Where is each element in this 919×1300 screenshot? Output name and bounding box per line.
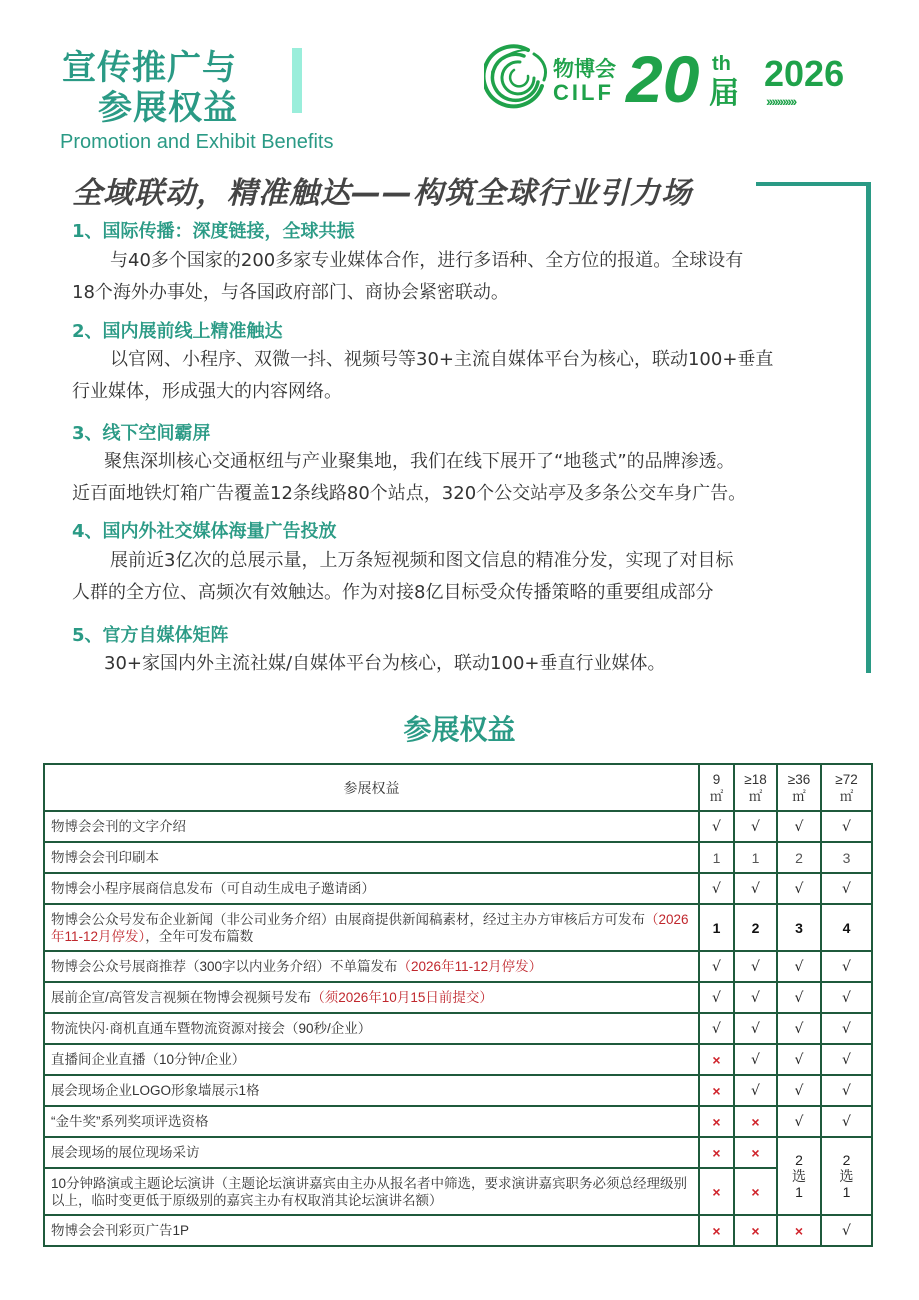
- benefit-label: 物博会会刊的文字介绍: [44, 811, 699, 842]
- benefit-label: 展会现场企业LOGO形象墙展示1格: [44, 1075, 699, 1106]
- benefit-value: ×: [734, 1106, 777, 1137]
- benefit-value: √: [777, 951, 821, 982]
- benefit-value: √: [777, 982, 821, 1013]
- benefit-value: √: [699, 982, 734, 1013]
- section-line: 与40多个国家的200多家专业媒体合作，进行多语种、全方位的报道。全球设有: [110, 250, 744, 271]
- benefit-label: “金牛奖”系列奖项评选资格: [44, 1106, 699, 1137]
- table-row: [44, 811, 872, 842]
- page-title-line2: 参展权益: [98, 88, 238, 128]
- section-body-3: [72, 446, 842, 510]
- benefit-label: 直播间企业直播（10分钟/企业）: [44, 1044, 699, 1075]
- size-unit: ㎡: [792, 788, 806, 804]
- logo-cn-text: 物博会: [553, 57, 616, 81]
- benefit-label: [44, 982, 699, 1013]
- choose-one-cell: [777, 1137, 821, 1215]
- table-row: [44, 1013, 872, 1044]
- section-line: 聚焦深圳核心交通枢纽与产业聚集地，我们在线下展开了“地毯式”的品牌渗透。: [104, 451, 735, 472]
- benefit-value: ×: [734, 1215, 777, 1246]
- benefit-note: （2026年11-12月停发）: [397, 959, 543, 974]
- benefit-value: √: [777, 811, 821, 842]
- benefit-value: ×: [777, 1215, 821, 1246]
- benefit-value: √: [821, 951, 872, 982]
- benefit-value: √: [821, 1013, 872, 1044]
- logo-edition-suffix: th: [712, 53, 731, 75]
- size-value: ≥18: [744, 771, 767, 787]
- benefit-value: √: [699, 951, 734, 982]
- page-title-line1: 宣传推广与: [62, 48, 237, 88]
- benefit-label: 展会现场的展位现场采访: [44, 1137, 699, 1168]
- logo-edition-number: 20: [626, 42, 700, 116]
- table-row: [44, 1044, 872, 1075]
- benefit-value: √: [777, 1013, 821, 1044]
- table-row: [44, 982, 872, 1013]
- benefit-value: √: [821, 811, 872, 842]
- column-header-size: [734, 764, 777, 811]
- size-value: ≥72: [835, 771, 858, 787]
- benefit-value: √: [777, 873, 821, 904]
- table-row: [44, 951, 872, 982]
- choose-one-line: 选: [792, 1168, 806, 1184]
- benefit-value: √: [821, 1106, 872, 1137]
- column-header-size: [821, 764, 872, 811]
- choose-one-line: 2: [842, 1152, 851, 1168]
- size-unit: ㎡: [709, 788, 724, 804]
- benefit-value: ×: [699, 1215, 734, 1246]
- benefit-value: √: [699, 1013, 734, 1044]
- frame-line-right: [866, 182, 871, 673]
- benefit-label: 物博会会刊印刷本: [44, 842, 699, 873]
- section-title-5: 5、官方自媒体矩阵: [72, 625, 229, 646]
- benefit-value: ×: [734, 1168, 777, 1215]
- section-body-4: [72, 545, 842, 609]
- benefit-note: （须2026年10月15日前提交）: [311, 990, 493, 1005]
- benefit-value: 1: [699, 904, 734, 951]
- column-header-benefit: 参展权益: [44, 764, 699, 811]
- benefit-label-text: 物博会公众号展商推荐（300字以内业务介绍）不单篇发布: [51, 959, 398, 974]
- benefit-value: √: [734, 811, 777, 842]
- benefit-value: √: [734, 951, 777, 982]
- benefit-label: 物流快闪·商机直通车暨物流资源对接会（90秒/企业）: [44, 1013, 699, 1044]
- section-line: 近百面地铁灯箱广告覆盖12条线路80个站点，320个公交站亭及多条公交车身广告。: [72, 483, 747, 504]
- benefit-value: √: [734, 1013, 777, 1044]
- cilf-circle-logo-icon: [484, 42, 550, 112]
- section-line: 行业媒体，形成强大的内容网络。: [72, 381, 342, 402]
- benefit-value: 3: [821, 842, 872, 873]
- benefit-value: √: [821, 1075, 872, 1106]
- benefit-label: 10分钟路演或主题论坛演讲（主题论坛演讲嘉宾由主办从报名者中筛选，要求演讲嘉宾职务必须总经理级别以上，临时变更低于原级别的嘉宾主办有权取消其论坛演讲名额）: [44, 1168, 699, 1215]
- section-body-5: [72, 648, 842, 680]
- frame-line-top: [756, 182, 871, 186]
- section-line: 以官网、小程序、双微一抖、视频号等30+主流自媒体平台为核心，联动100+垂直: [110, 349, 774, 370]
- size-unit: ㎡: [839, 788, 854, 804]
- benefit-value: 2: [777, 842, 821, 873]
- logo-en-text: CILF: [553, 80, 614, 105]
- benefit-label: 物博会小程序展商信息发布（可自动生成电子邀请函）: [44, 873, 699, 904]
- section-title-1: 1、国际传播：深度链接，全球共振: [72, 221, 355, 242]
- choose-one-line: 1: [842, 1184, 851, 1200]
- table-row: [44, 1168, 872, 1215]
- title-accent-bar: [292, 48, 302, 113]
- benefits-table: [43, 763, 873, 1247]
- section-line: 人群的全方位、高频次有效触达。作为对接8亿目标受众传播策略的重要组成部分: [72, 582, 714, 603]
- section-title-4: 4、国内外社交媒体海量广告投放: [72, 521, 337, 542]
- benefit-label: 物博会会刊彩页广告1P: [44, 1215, 699, 1246]
- benefit-value: √: [777, 1075, 821, 1106]
- section-body-2: [72, 344, 842, 408]
- benefit-value: √: [699, 873, 734, 904]
- page-subtitle: Promotion and Exhibit Benefits: [60, 131, 334, 153]
- section-body-1: [72, 245, 842, 309]
- benefit-value: √: [734, 1044, 777, 1075]
- column-header-size: [777, 764, 821, 811]
- benefit-value: ×: [699, 1106, 734, 1137]
- size-value: 9: [712, 771, 721, 787]
- benefit-label-text: ，全年可发布篇数: [145, 928, 254, 944]
- benefit-value: √: [734, 982, 777, 1013]
- benefit-value: ×: [699, 1168, 734, 1215]
- logo-year: 2026: [764, 53, 845, 94]
- benefit-value: √: [821, 1044, 872, 1075]
- benefit-value: 1: [734, 842, 777, 873]
- table-row: [44, 904, 872, 951]
- benefit-value: √: [821, 873, 872, 904]
- column-header-size: [699, 764, 734, 811]
- section-title-3: 3、线下空间霸屏: [72, 423, 211, 444]
- benefit-value: √: [734, 873, 777, 904]
- benefit-value: ×: [699, 1137, 734, 1168]
- table-row: [44, 873, 872, 904]
- size-unit: ㎡: [748, 788, 763, 804]
- section-line: 18个海外办事处，与各国政府部门、商协会紧密联动。: [72, 282, 509, 303]
- table-row: [44, 1137, 872, 1168]
- headline: 全域联动，精准触达——构筑全球行业引力场: [72, 176, 692, 211]
- choose-one-cell: [821, 1137, 872, 1215]
- benefit-value: √: [821, 1215, 872, 1246]
- cilf-logo: [484, 40, 854, 118]
- benefit-value: 4: [821, 904, 872, 951]
- benefit-note: （2026年11-12月停发）: [51, 911, 689, 944]
- logo-edition-char: 届: [709, 76, 739, 111]
- section-line: 30+家国内外主流社媒/自媒体平台为核心，联动100+垂直行业媒体。: [104, 653, 666, 674]
- benefits-heading: 参展权益: [403, 713, 516, 746]
- benefit-value: ×: [699, 1044, 734, 1075]
- benefit-value: 1: [699, 842, 734, 873]
- section-line: 展前近3亿次的总展示量，上万条短视频和图文信息的精准分发，实现了对目标: [110, 550, 734, 571]
- logo-arrows-icon: ›››››››››››: [766, 93, 796, 109]
- benefit-value: ×: [734, 1137, 777, 1168]
- benefit-value: √: [777, 1106, 821, 1137]
- table-row: [44, 842, 872, 873]
- benefit-value: √: [777, 1044, 821, 1075]
- choose-one-line: 1: [795, 1184, 803, 1200]
- benefit-label-text: 展前企宣/高管发言视频在物博会视频号发布: [51, 990, 312, 1005]
- benefit-label-text: 物博会公众号发布企业新闻（非公司业务介绍）由展商提供新闻稿素材，经过主办方审核后方可发布: [51, 911, 645, 927]
- benefit-value: √: [821, 982, 872, 1013]
- table-row: [44, 1106, 872, 1137]
- benefit-label: [44, 951, 699, 982]
- table-row: [44, 1075, 872, 1106]
- choose-one-line: 2: [795, 1152, 803, 1168]
- table-row: [44, 1215, 872, 1246]
- benefit-label: [44, 904, 699, 951]
- benefit-value: ×: [699, 1075, 734, 1106]
- benefit-value: 3: [777, 904, 821, 951]
- section-title-2: 2、国内展前线上精准触达: [72, 321, 283, 342]
- choose-one-line: 选: [839, 1168, 854, 1184]
- table-header-row: [44, 764, 872, 811]
- benefit-value: 2: [734, 904, 777, 951]
- benefit-value: √: [734, 1075, 777, 1106]
- benefit-value: √: [699, 811, 734, 842]
- size-value: ≥36: [787, 771, 811, 787]
